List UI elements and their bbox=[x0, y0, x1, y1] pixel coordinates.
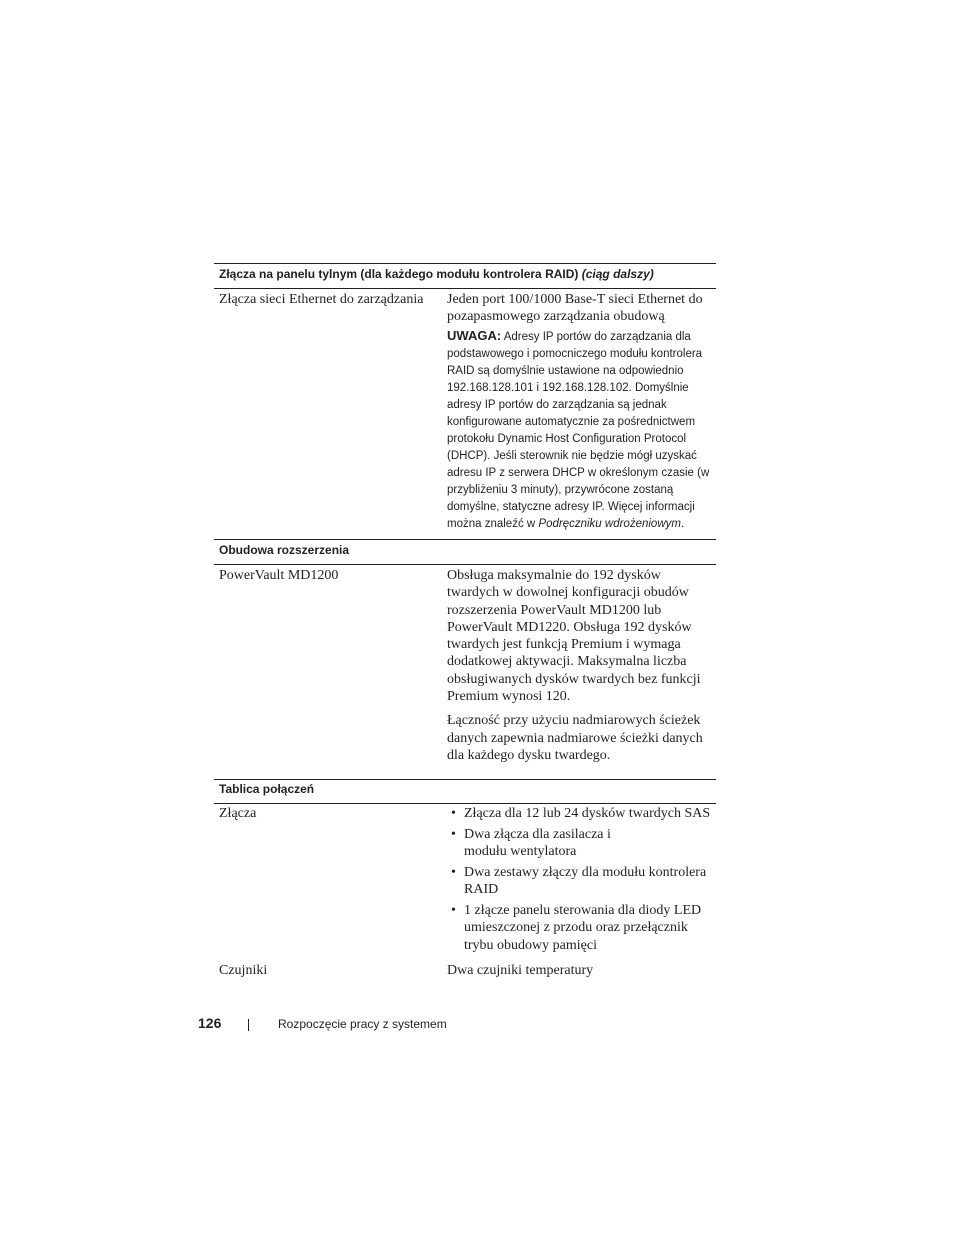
row-desc-text: Jeden port 100/1000 Base-T sieci Ethernet do pozapasmowego zarządzania obudową bbox=[447, 292, 703, 325]
list-item: • Złącza dla 12 lub 24 dysków twardych SAS bbox=[451, 806, 711, 821]
table-rule bbox=[214, 803, 716, 804]
section-heading-continued: (ciąg dalszy) bbox=[581, 267, 654, 281]
row-label-sensors: Czujniki bbox=[219, 963, 268, 978]
page-number: 126 bbox=[198, 1015, 222, 1031]
list-item: • Dwa złącza dla zasilacza i modułu wentylatora bbox=[451, 826, 611, 859]
list-item: • 1 złącze panelu sterowania dla diody LED umieszczonej z przodu oraz przełącznik trybu obudowy pamięci bbox=[451, 902, 702, 953]
row-label-connectors: Złącza bbox=[219, 806, 257, 821]
row-desc-md1200 bbox=[447, 567, 715, 764]
section-heading-rear-connectors bbox=[219, 267, 654, 282]
row-desc-ethernet bbox=[447, 291, 715, 326]
footer-chapter-title: Rozpoczęcie pracy z systemem bbox=[278, 1017, 447, 1031]
table-rule bbox=[214, 539, 716, 540]
section-heading-expansion: Obudowa rozszerzenia bbox=[219, 543, 350, 557]
note-end: . bbox=[680, 518, 685, 530]
note-text: Adresy IP portów do zarządzania dla podstawowego i pomocniczego modułu kontrolera RAID są domyślnie ustawione na odpowiednio 192.168.128.101 i 192.168.128.102. Domyślnie adresy IP portów do zarządzania są jednak konfigurowane automatycznie za pośrednictwem protokołu Dynamic Host Configuration Protocol (DHCP). Jeśli sterownik nie będzie mógł uzyskać adresu IP z serwera DHCP w określonym czasie (w przybliżeniu 3 minuty), przywrócone zostaną domyślne, statyczne adresy IP. Więcej informacji można znaleźć w bbox=[447, 331, 710, 530]
footer-separator bbox=[248, 1019, 249, 1031]
note-title: UWAGA: bbox=[447, 328, 502, 343]
connector-list bbox=[447, 805, 715, 954]
list-item: • Dwa zestawy złączy dla modułu kontrolera RAID bbox=[451, 864, 707, 897]
section-heading-midplane: Tablica połączeń bbox=[219, 782, 315, 796]
note-block bbox=[447, 327, 715, 533]
row-label-ethernet: Złącza sieci Ethernet do zarządzania bbox=[219, 292, 424, 307]
table-rule bbox=[214, 779, 716, 780]
row-label-md1200: PowerVault MD1200 bbox=[219, 568, 339, 583]
paragraph: Obsługa maksymalnie do 192 dysków twardych w dowolnej konfiguracji obudów rozszerzenia PowerVault MD1200 lub PowerVault MD1220. Obsługa 192 dysków twardych jest funkcją Premium i wymaga dodatkowej aktywacji. Maksymalna liczba obsługiwanych dysków twardych bez funkcji Premium wynosi 120. bbox=[447, 568, 701, 705]
note-reference: Podręczniku wdrożeniowym bbox=[538, 518, 681, 530]
row-desc-sensors: Dwa czujniki temperatury bbox=[447, 963, 594, 978]
section-heading-text: Złącza na panelu tylnym (dla każdego modułu kontrolera RAID) bbox=[219, 267, 579, 281]
paragraph: Łączność przy użyciu nadmiarowych ścieżek danych zapewnia nadmiarowe ścieżki danych dla każdego dysku twardego. bbox=[447, 713, 703, 763]
table-rule bbox=[214, 564, 716, 565]
table-rule bbox=[214, 288, 716, 289]
table-rule-top bbox=[214, 263, 716, 264]
